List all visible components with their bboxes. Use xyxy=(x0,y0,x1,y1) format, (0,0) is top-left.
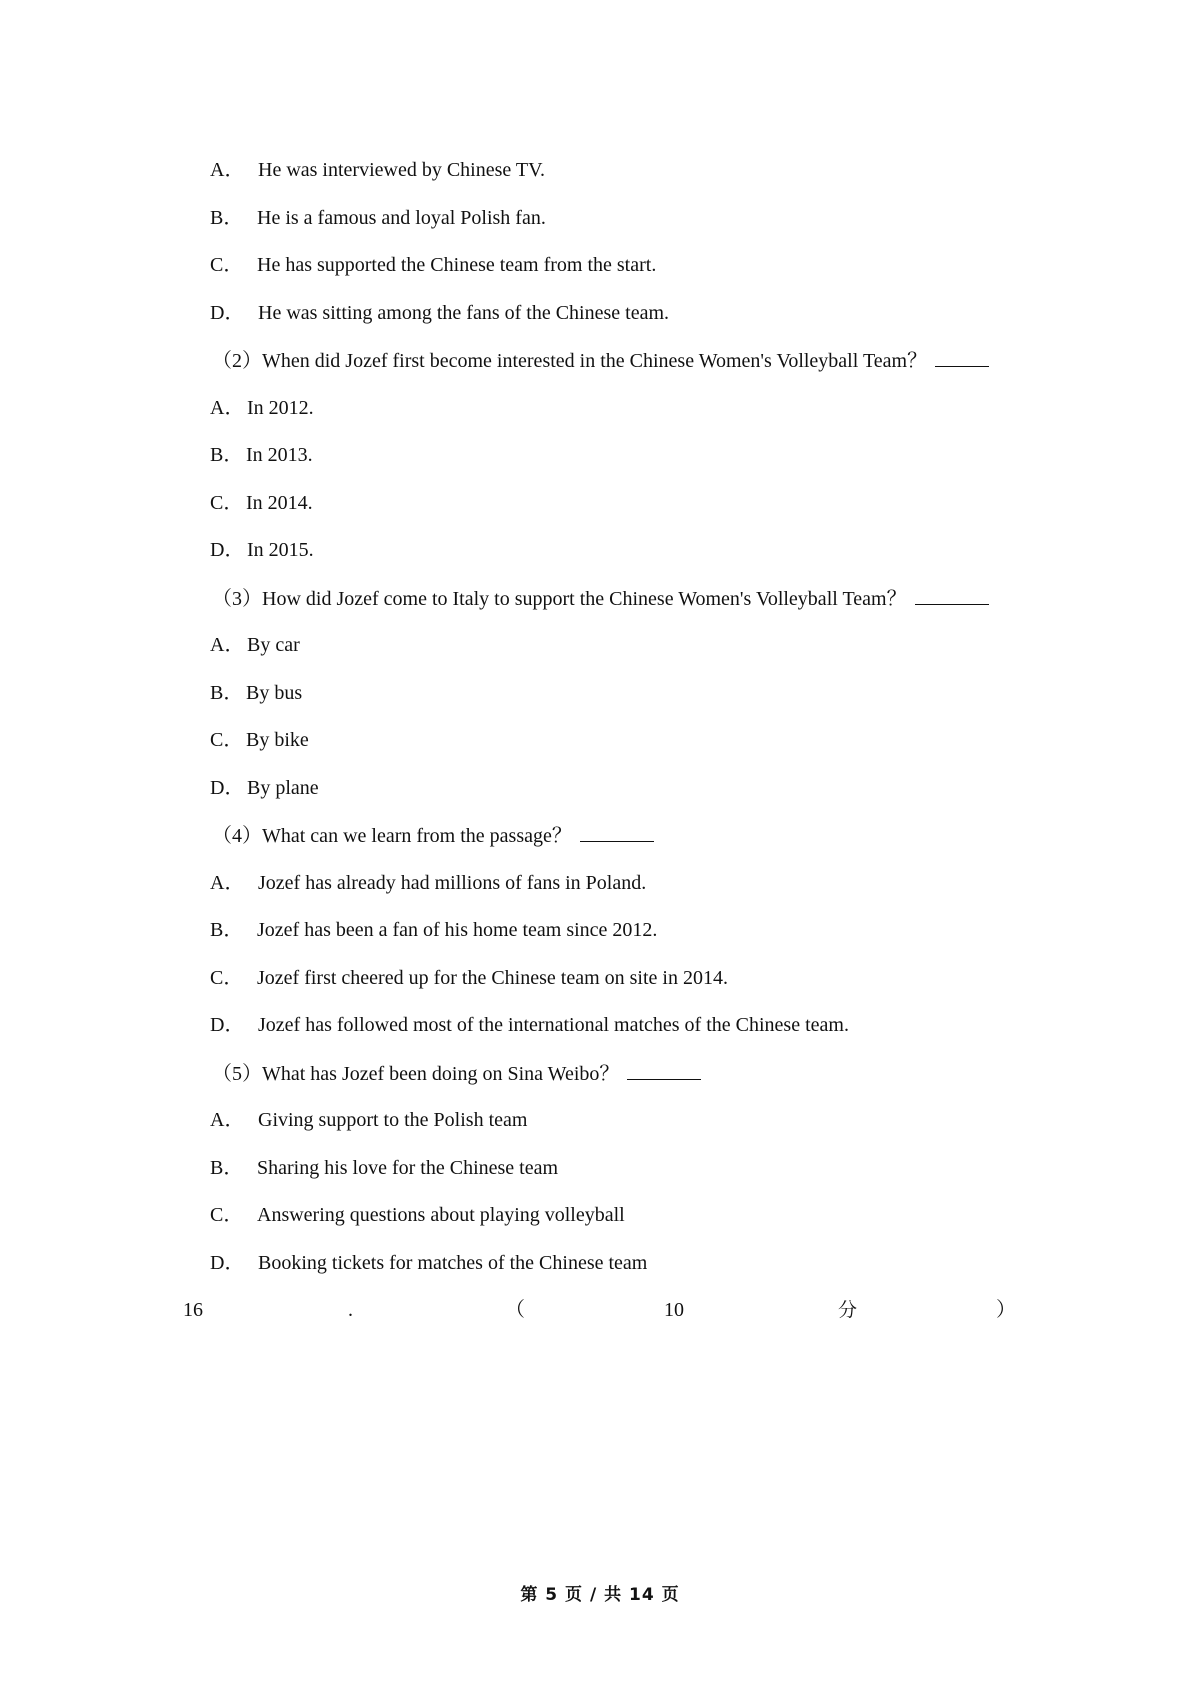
option-text: He was sitting among the fans of the Chinese team. xyxy=(258,302,670,324)
option-letter: B． xyxy=(210,682,244,704)
q3-option-b xyxy=(210,681,302,705)
q3-option-d xyxy=(210,776,319,800)
q2-option-d xyxy=(210,538,314,562)
q5-option-c xyxy=(210,1203,625,1227)
option-text: By bike xyxy=(246,729,309,751)
q4-stem xyxy=(212,823,654,848)
answer-blank xyxy=(915,586,989,605)
q5-option-d xyxy=(210,1251,647,1275)
q1-option-c xyxy=(210,253,656,277)
section-number: 16 xyxy=(183,1299,203,1321)
answer-blank xyxy=(580,823,654,842)
option-text: In 2013. xyxy=(246,444,313,466)
q4-option-a xyxy=(210,871,646,895)
option-letter: D． xyxy=(210,539,245,561)
option-text: Sharing his love for the Chinese team xyxy=(257,1157,559,1179)
option-text: By plane xyxy=(247,777,319,799)
option-text: In 2012. xyxy=(247,397,314,419)
option-letter: C． xyxy=(210,492,244,514)
option-letter: C． xyxy=(210,729,244,751)
option-letter: D． xyxy=(210,777,245,799)
option-letter: C． xyxy=(210,254,244,276)
section-points-unit: 分 xyxy=(838,1299,858,1321)
option-text: Answering questions about playing volleyball xyxy=(257,1204,625,1226)
question-text: （2）When did Jozef first become interested in the Chinese Women's Volleyball Team？ xyxy=(212,350,928,372)
q5-option-b xyxy=(210,1156,558,1180)
option-text: He has supported the Chinese team from the start. xyxy=(257,254,657,276)
option-letter: C． xyxy=(210,967,244,989)
question-text: （4）What can we learn from the passage？ xyxy=(212,825,572,847)
option-letter: D． xyxy=(210,1252,245,1274)
option-text: Jozef has already had millions of fans in Poland. xyxy=(258,872,647,894)
option-letter: A． xyxy=(210,159,245,181)
q2-option-b xyxy=(210,443,313,467)
option-letter: A． xyxy=(210,872,245,894)
option-text: Booking tickets for matches of the Chinese team xyxy=(258,1252,648,1274)
q1-option-b xyxy=(210,206,546,230)
option-letter: B． xyxy=(210,919,244,941)
answer-blank xyxy=(935,348,989,367)
option-letter: B． xyxy=(210,1157,244,1179)
q5-option-a xyxy=(210,1108,527,1132)
q2-option-a xyxy=(210,396,314,420)
q3-option-c xyxy=(210,728,309,752)
option-text: By car xyxy=(247,634,300,656)
q1-option-d xyxy=(210,301,669,325)
option-text: In 2015. xyxy=(247,539,314,561)
answer-blank xyxy=(627,1061,701,1080)
option-text: He was interviewed by Chinese TV. xyxy=(258,159,545,181)
option-letter: C． xyxy=(210,1204,244,1226)
q5-stem xyxy=(212,1061,701,1086)
option-text: Jozef first cheered up for the Chinese team on site in 2014. xyxy=(257,967,728,989)
q4-option-c xyxy=(210,966,728,990)
option-text: By bus xyxy=(246,682,303,704)
option-letter: A． xyxy=(210,1109,245,1131)
q1-option-a xyxy=(210,158,545,182)
option-letter: A． xyxy=(210,397,245,419)
q2-stem xyxy=(212,348,989,373)
option-letter: D． xyxy=(210,1014,245,1036)
question-text: （3）How did Jozef come to Italy to support the Chinese Women's Volleyball Team？ xyxy=(212,588,907,610)
section-points: 10 xyxy=(664,1299,684,1321)
page-footer: 第 5 页 / 共 14 页 xyxy=(520,1585,680,1605)
section-open-paren: （ xyxy=(505,1299,525,1321)
option-letter: D． xyxy=(210,302,245,324)
q4-option-d xyxy=(210,1013,849,1037)
option-text: Jozef has followed most of the international matches of the Chinese team. xyxy=(258,1014,849,1036)
q4-option-b xyxy=(210,918,657,942)
option-text: In 2014. xyxy=(246,492,313,514)
option-text: He is a famous and loyal Polish fan. xyxy=(257,207,546,229)
option-letter: B． xyxy=(210,207,244,229)
option-letter: A． xyxy=(210,634,245,656)
option-letter: B． xyxy=(210,444,244,466)
option-text: Jozef has been a fan of his home team since 2012. xyxy=(257,919,658,941)
section-dot: . xyxy=(348,1299,353,1321)
option-text: Giving support to the Polish team xyxy=(258,1109,528,1131)
q2-option-c xyxy=(210,491,313,515)
q3-option-a xyxy=(210,633,300,657)
q3-stem xyxy=(212,586,989,611)
question-text: （5）What has Jozef been doing on Sina Weibo？ xyxy=(212,1063,620,1085)
section-close-paren: ） xyxy=(996,1299,1016,1321)
